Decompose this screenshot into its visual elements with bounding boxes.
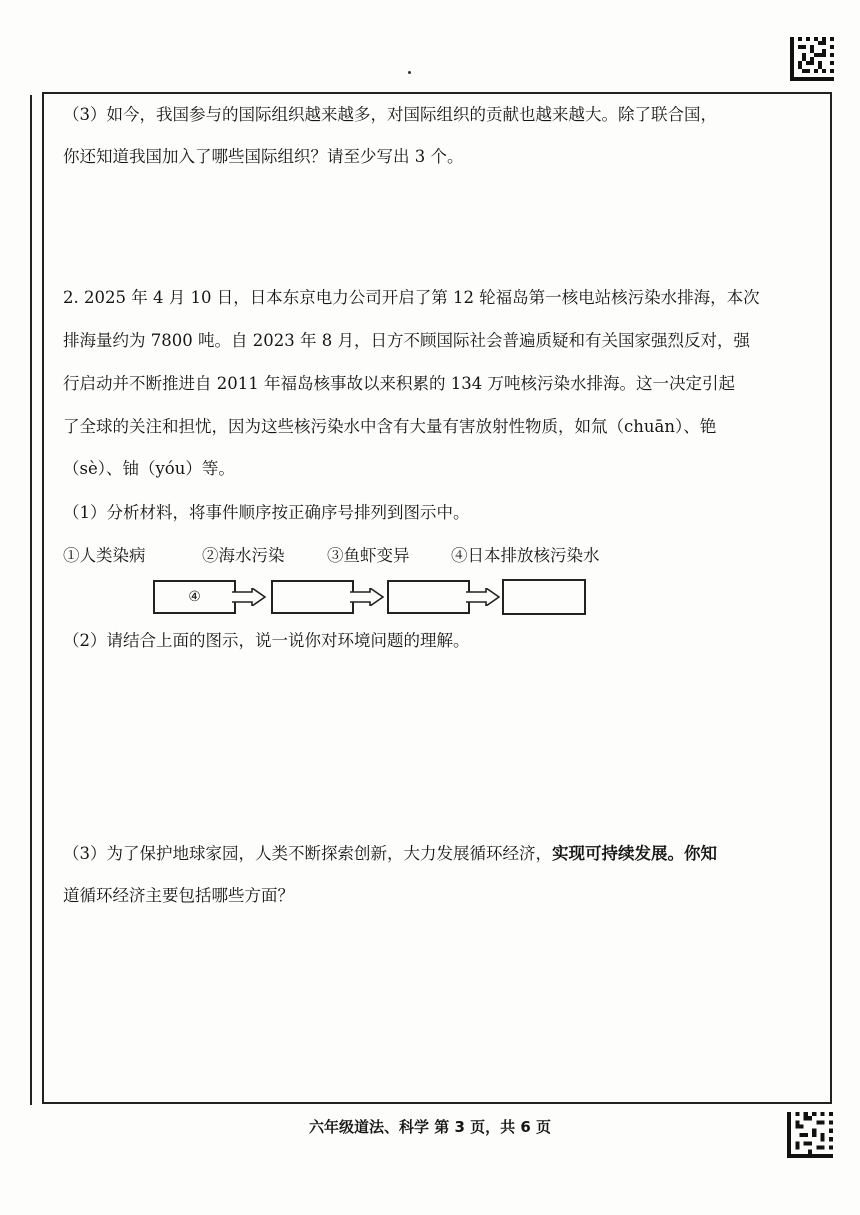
binding-line <box>30 95 36 1105</box>
q2-material-line5: （sè）、铀（yóu）等。 <box>63 459 235 478</box>
option-2: ②海水污染 <box>202 546 285 565</box>
flow-box-4[interactable] <box>502 579 586 615</box>
qr-code-top <box>790 37 834 81</box>
q2-part3-line1-a: （3）为了保护地球家园，人类不断探索创新，大力发展循环经济， <box>63 844 552 863</box>
flow-box-3[interactable] <box>387 580 470 614</box>
q2-material-line3: 行启动并不断推进自 2011 年福岛核事故以来积累的 134 万吨核污染水排海。这一决定引起 <box>63 374 735 393</box>
speck-mark <box>408 71 411 74</box>
q2-part2-prompt: （2）请结合上面的图示，说一说你对环境问题的理解。 <box>63 631 470 650</box>
flow-box-2[interactable] <box>271 580 354 614</box>
q2-part3-line1-b: 实现可持续发展。你知 <box>552 844 717 863</box>
q2-material-line4: 了全球的关注和担忧，因为这些核污染水中含有大量有害放射性物质，如氚（chuān）、铯 <box>63 417 717 436</box>
option-3: ③鱼虾变异 <box>327 546 410 565</box>
arrow-icon <box>350 588 384 606</box>
q1-part3-line2: 你还知道我国加入了哪些国际组织？请至少写出 3 个。 <box>63 147 464 166</box>
q2-part3-line1 <box>63 842 717 866</box>
qr-code-bottom <box>787 1112 833 1158</box>
q1-part3-line1: （3）如今，我国参与的国际组织越来越多，对国际组织的贡献也越来越大。除了联合国， <box>63 105 717 124</box>
flow-box-1[interactable]: ④ <box>153 580 236 614</box>
page-footer: 六年级道法、科学 第 3 页，共 6 页 <box>309 1118 551 1136</box>
arrow-icon <box>232 588 266 606</box>
option-4: ④日本排放核污染水 <box>451 546 600 565</box>
option-1: ①人类染病 <box>63 546 146 565</box>
q2-material-line1: 2. 2025 年 4 月 10 日，日本东京电力公司开启了第 12 轮福岛第一核电站核污染水排海，本次 <box>63 288 760 307</box>
q2-part3-line2: 道循环经济主要包括哪些方面？ <box>63 886 294 905</box>
q2-material-line2: 排海量约为 7800 吨。自 2023 年 8 月，日方不顾国际社会普遍质疑和有关国家强烈反对，强 <box>63 331 750 350</box>
arrow-icon <box>466 588 500 606</box>
q2-part1-prompt: （1）分析材料，将事件顺序按正确序号排列到图示中。 <box>63 503 470 522</box>
